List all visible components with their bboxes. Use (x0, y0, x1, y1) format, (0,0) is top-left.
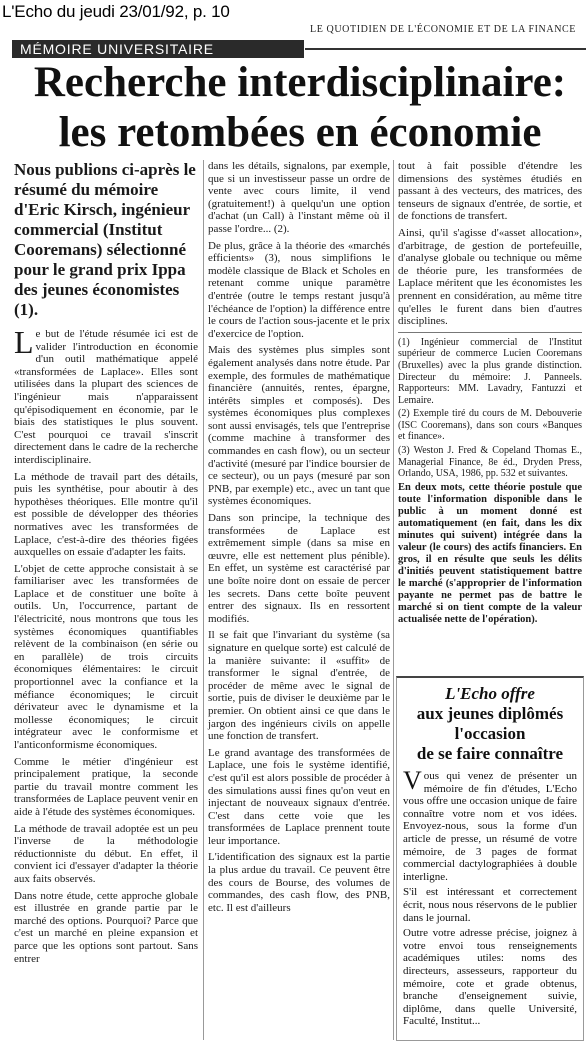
paragraph: Il se fait que l'invariant du système (sa signature en quelque sorte) est calculé de la manière suivante: il «suffit» de transformer le signal d'entrée, de procéder de même avec le signal de sortie, puis de diviser le deuxième par le premier. On obtient ainsi ce que dans le jargon des ingénieurs civils on appelle une fonction de transfert. (208, 629, 390, 743)
sidebar-paragraph: Outre votre adresse précise, joignez à votre envoi tous renseignements académiques utiles: noms des directeurs, assesseurs, rapporteur du mémoire, cote et grade obtenus, branche d'enseignement suivie, diplôme, dans quelle Université, Faculté, Institut... (403, 927, 577, 1028)
sidebar-box (396, 676, 584, 1041)
paragraph: La méthode de travail adoptée est un peu l'inverse de la méthodologie réductionniste du début. En effet, il convient ici d'essayer d'adapter la théorie aux faits observés. (14, 822, 198, 885)
paragraph: Dans son principe, la technique des transformées de Laplace est extrêmement simple (dans sa mise en œuvre, elle est nettement plus pénible). En effet, un système est caractérisé par une boîte noire dont on essaie de percer les secrets. Dans cette boîte peuvent entrer des signaux. Ils en ressortent modifiés. (208, 512, 390, 625)
paragraph: Dans notre étude, cette approche globale est illustrée en grande partie par le marché des options. Pourquoi? Parce que c'est un marché en pleine expansion et parce que les options sont partout. Sans entrer (14, 889, 198, 965)
sidebar-title-line-3: l'occasion (454, 724, 526, 743)
sidebar-title-line-2: aux jeunes diplômés (416, 704, 564, 723)
paragraph: L'objet de cette approche consistait à se familiariser avec les transformées de Laplace et de constituer une boîte à outils. Un, l'occurrence, partant de l'électricité, nous montrons que tous les systèmes économiques quantifiables relèvent de la combinaison (en série ou en parallèle) de trois circuits économiques élémentaires: le circuit proportionnel avec la confiance et la méfiance économiques; le circuit dérivateur avec le dynamisme et la mollesse économiques; le circuit intégrateur avec le conformisme et l'anticonformisme économiques. (14, 562, 198, 751)
article-column-3 (398, 160, 582, 628)
paragraph: La méthode de travail part des détails, puis les synthétise, pour aboutir à des hypothèses théoriques. Elle montre qu'il est possible de développer des théories normatives avec les transformées de Laplace, c'est-à-dire des théories figées auxquelles on essaie d'adapter les faits. (14, 470, 198, 559)
sidebar-paragraph: S'il est intéressant et correctement écrit, nous nous réservons de le publier dans le journal. (403, 886, 577, 924)
paragraph: Mais des systèmes plus simples sont également analysés dans notre étude. Par exemple, des formules de mathématique financière (annuités, rentes, épargne, intérêts simples et composés). Des systèmes économiques plus complexes sont aussi envisagés, tels que l'entreprise (comme machine à transformer des commandes en cash flow), ou un secteur d'activité (mesuré par l'indice boursier de ce secteur), ou un pays (mesuré par son PNB, par exemple) etc., avec un tant que systèmes économiques. (208, 344, 390, 508)
header-rule (305, 48, 586, 50)
paragraph: L'identification des signaux est la partie la plus ardue du travail. Ce peuvent être des cours de Bourse, des volumes de commandes, des cash flow, des PNB, etc. Il est d'ailleurs (208, 851, 390, 914)
sidebar-title (403, 684, 577, 764)
footnote: (2) Exemple tiré du cours de M. Debouverie (ISC Cooremans), dans son cours «Banques et finance». (398, 408, 582, 443)
article-title (20, 58, 580, 158)
paragraph: De plus, grâce à la théorie des «marchés efficients» (3), nous simplifions le modèle classique de Black et Scholes en retenant comme unique paramètre d'entrée (outre le temps restant jusqu'à l'échéance de l'option) la différence entre le cours de l'action sous-jacente et le prix d'exercice de l'option. (208, 239, 390, 340)
footnote: (1) Ingénieur commercial de l'Institut supérieur de commerce Lucien Cooremans (Bruxelles) avec la plus grande distinction. Directeur du mémoire: J. Panneels. Rapporteurs: MM. Lavadry, Fantuzzi et Lemaire. (398, 336, 582, 406)
footnote-explanation: En deux mots, cette théorie postule que toute l'information disponible dans le public à un moment donné est automatiquement (en fait, dans les dix minutes qui suivent) intégrée dans la valeur (le cours) des actifs financiers. En gros, il en résulte que seuls les délits d'initiés peuvent statistiquement battre le marché (s'approprier de l'information payante ne permet pas de battre le marché si on tient compte de la valeur actualisée nette de l'opération). (398, 481, 582, 625)
sidebar-paragraph: Vous qui venez de présenter un mémoire de fin d'études, L'Echo vous offre une occasion unique de faire connaître votre nom et vos idées. Envoyez-nous, sous la forme d'un article de presse, un résumé de votre mémoire, de 3 pages de format commercial dactylographiées à double interligne. (403, 766, 577, 883)
article-column-2 (208, 160, 390, 918)
column-divider (393, 160, 394, 1040)
footnotes (398, 332, 582, 626)
article-column-1 (14, 160, 198, 969)
paragraph: Comme le métier d'ingénieur est principalement pratique, la seconde partie du travail montre comment les transformées de Laplace peuvent venir en aide à l'étude des systèmes économiques. (14, 755, 198, 818)
title-line-1: Recherche interdisciplinaire: (33, 59, 567, 106)
section-rubric: MÉMOIRE UNIVERSITAIRE (12, 40, 304, 58)
footnote: (3) Weston J. Fred & Copeland Thomas E., Managerial Finance, 8e éd., Dryden Press, Orlando, USA, 1986, pp. 532 et suivantes. (398, 445, 582, 480)
title-line-2: les retombées en économie (58, 109, 542, 156)
newspaper-masthead: LE QUOTIDIEN DE L'ÉCONOMIE ET DE LA FINANCE (310, 24, 576, 35)
sidebar-title-line-1: L'Echo offre (445, 684, 535, 703)
paragraph: Ainsi, qu'il s'agisse d'«asset allocation», d'arbitrage, de gestion de portefeuille, d'analyse globale ou technique ou même de théorie pure, les transformées de Laplace méritent que les économistes les prennent en considération, au même titre qu'elles le furent dans bien d'autres disciplines. (398, 226, 582, 328)
paragraph: tout à fait possible d'étendre les dimensions des systèmes étudiés en passant à des vecteurs, des matrices, des tenseurs de signaux d'entrée, de sortie, et de fonctions de transfert. (398, 160, 582, 223)
paragraph: Le but de l'étude résumée ici est de valider l'introduction en économie d'un outil mathématique appelé «transformées de Laplace». Elles sont utilisées dans la plupart des sciences de l'ingénieur mais n'apparaissent qu'épisodiquement en économie, par le biais des statistiques le plus souvent. C'est pourquoi ce travail s'inscrit directement dans le cadre de la recherche interdisciplinaire. (14, 324, 198, 466)
sidebar-title-line-4: de se faire connaître (416, 744, 564, 763)
paragraph: Le grand avantage des transformées de Laplace, une fois le système identifié, c'est qu'il est alors possible de procéder à des simulations aussi fines qu'on veut en injectant de nouveaux signaux d'entrée. C'est dans cette voie que les transformées de Laplace prennent toute leur importance. (208, 746, 390, 847)
paragraph: dans les détails, signalons, par exemple, que si un investisseur passe un ordre de vente avec cours limite, il vend (gratuitement!) à quelqu'un une option d'achat (un Call) à l'instant même où il passe l'ordre... (2). (208, 160, 390, 235)
page-caption: L'Echo du jeudi 23/01/92, p. 10 (2, 2, 230, 21)
sidebar-body (403, 766, 577, 1028)
article-lead: Nous publions ci-après le résumé du mémoire d'Eric Kirsch, ingénieur commercial (Institut Cooremans) sélectionné pour le grand prix Ippa des jeunes économistes (1). (14, 160, 196, 319)
column-divider (203, 160, 204, 1040)
